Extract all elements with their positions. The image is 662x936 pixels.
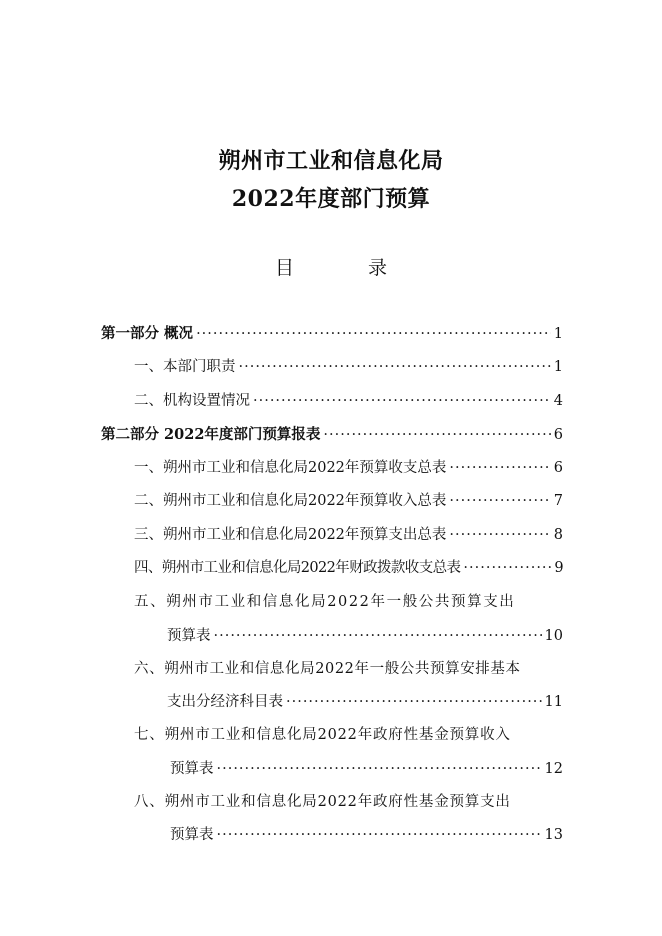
toc-entry-label: 一、本部门职责 (134, 359, 236, 375)
toc-entry-organization-setup[interactable] (134, 391, 563, 411)
toc-entry-label: 支出分经济科目表 (167, 694, 283, 710)
toc-page-number: 11 (544, 694, 563, 710)
toc-dot-leader (449, 525, 550, 545)
toc-entry-general-budget[interactable] (167, 626, 563, 646)
toc-entry-label: 第二部分 2022年度部门预算报表 (101, 426, 321, 443)
toc-dot-leader (196, 324, 551, 344)
toc-dot-leader (217, 825, 542, 845)
toc-entry-basic-expenditure-line-1: 六、朔州市工业和信息化局2022年一般公共预算安排基本 (134, 661, 521, 677)
toc-entry-label: 二、朔州市工业和信息化局2022年预算收入总表 (134, 493, 447, 509)
toc-entry-expenditure-summary[interactable] (134, 525, 563, 545)
toc-page-number: 6 (553, 460, 563, 476)
toc-entry-income-summary[interactable] (134, 491, 563, 511)
toc-entry-fiscal-appropriation[interactable] (134, 558, 563, 578)
toc-page-number: 4 (553, 393, 563, 409)
toc-heading: 目 录 (274, 257, 422, 279)
toc-entry-label: 四、朔州市工业和信息化局2022年财政拨款收支总表 (134, 560, 461, 576)
toc-dot-leader (239, 357, 551, 377)
toc-page-number: 13 (544, 827, 563, 843)
toc-entry-label: 第一部分 概况 (101, 325, 194, 342)
toc-page-number: 1 (553, 359, 563, 375)
toc-dot-leader (323, 425, 550, 445)
toc-page-number: 8 (553, 527, 563, 543)
toc-dot-leader (217, 759, 542, 779)
toc-page-number: 9 (554, 560, 563, 576)
toc-entry-fund-expenditure-line-1: 八、朔州市工业和信息化局2022年政府性基金预算支出 (134, 794, 511, 810)
toc-entry-label: 预算表 (167, 628, 211, 644)
toc-entry-part-2[interactable] (101, 425, 563, 445)
toc-page-number: 7 (553, 493, 563, 509)
toc-dot-leader (214, 626, 542, 646)
toc-entry-department-duties[interactable] (134, 357, 563, 377)
toc-page-number: 12 (544, 761, 563, 777)
toc-dot-leader (463, 558, 551, 578)
toc-page-number: 6 (553, 427, 563, 443)
toc-dot-leader (253, 391, 551, 411)
toc-entry-fund-income-line-1: 七、朔州市工业和信息化局2022年政府性基金预算收入 (134, 727, 511, 743)
toc-entry-general-budget-line-1: 五、朔州市工业和信息化局2022年一般公共预算支出 (134, 594, 516, 610)
toc-entry-label: 预算表 (170, 827, 214, 843)
toc-entry-budget-summary[interactable] (134, 458, 563, 478)
toc-entry-fund-expenditure[interactable] (170, 825, 563, 845)
toc-page-number: 1 (553, 326, 563, 342)
toc-dot-leader (449, 458, 550, 478)
toc-entry-part-1[interactable] (101, 324, 563, 344)
toc-entry-basic-expenditure[interactable] (167, 692, 563, 712)
toc-dot-leader (449, 491, 550, 511)
toc-page-number: 10 (544, 628, 563, 644)
toc-entry-label: 预算表 (170, 761, 214, 777)
document-title-line-1: 朔州市工业和信息化局 (218, 148, 444, 174)
toc-entry-label: 一、朔州市工业和信息化局2022年预算收支总表 (134, 460, 447, 476)
toc-entry-label: 三、朔州市工业和信息化局2022年预算支出总表 (134, 527, 447, 543)
document-title-line-2: 2022年度部门预算 (231, 186, 431, 212)
toc-entry-label: 二、机构设置情况 (134, 393, 250, 409)
toc-dot-leader (286, 692, 542, 712)
toc-entry-fund-income[interactable] (170, 759, 563, 779)
